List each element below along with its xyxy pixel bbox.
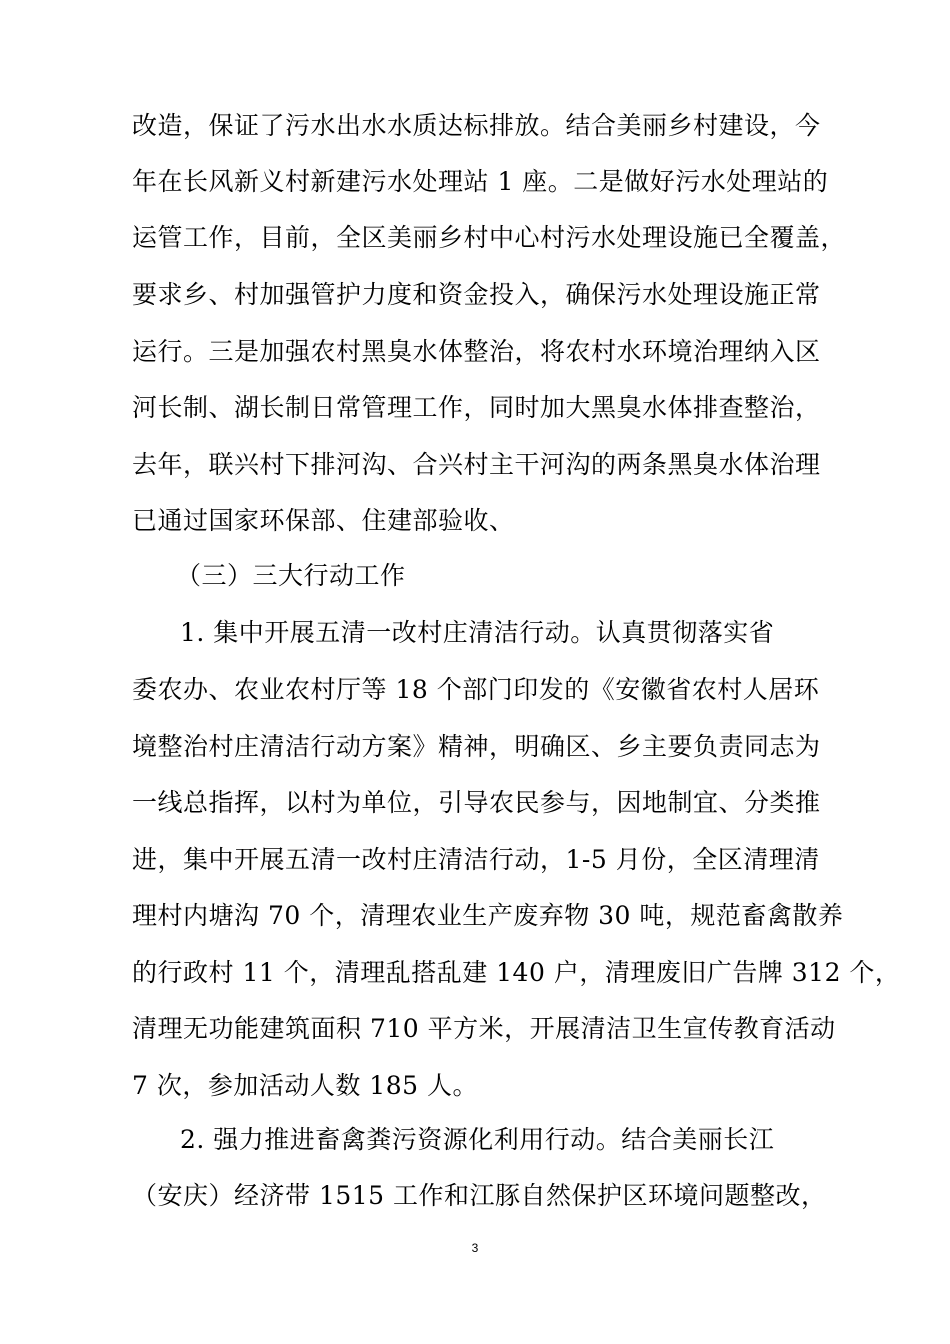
section-heading: （三）三大行动工作: [176, 561, 406, 590]
text-line-7: 去年，联兴村下排河沟、合兴村主干河沟的两条黑臭水体治理: [132, 450, 821, 479]
text-line-3: 运管工作，目前，全区美丽乡村中心村污水处理设施已全覆盖，: [132, 223, 847, 252]
item-2-heading: 2. 强力推进畜禽粪污资源化利用行动。结合美丽长江: [180, 1125, 775, 1154]
text-line-1: 改造，保证了污水出水水质达标排放。结合美丽乡村建设，今: [132, 111, 821, 140]
text-line-2: 年在长风新义村新建污水处理站 1 座。二是做好污水处理站的: [132, 167, 829, 196]
text-line-5: 运行。三是加强农村黑臭水体整治，将农村水环境治理纳入区: [132, 337, 821, 366]
text-line-6: 河长制、湖长制日常管理工作，同时加大黑臭水体排查整治，: [132, 393, 821, 422]
page-number: 3: [471, 1241, 479, 1255]
text-line-20: （安庆）经济带 1515 工作和江豚自然保护区环境问题整改，: [132, 1181, 827, 1210]
text-line-16: 的行政村 11 个，清理乱搭乱建 140 户，清理废旧广告牌 312 个，: [132, 958, 901, 987]
text-line-17: 清理无功能建筑面积 710 平方米，开展清洁卫生宣传教育活动: [132, 1014, 836, 1043]
item-1-heading: 1. 集中开展五清一改村庄清洁行动。认真贯彻落实省: [180, 618, 775, 647]
text-line-13: 一线总指挥，以村为单位，引导农民参与，因地制宜、分类推: [132, 788, 821, 817]
text-line-18: 7 次，参加活动人数 185 人。: [132, 1071, 478, 1100]
text-line-11: 委农办、农业农村厅等 18 个部门印发的《安徽省农村人居环: [132, 675, 820, 704]
text-line-8: 已通过国家环保部、住建部验收、: [132, 506, 515, 535]
text-line-15: 理村内塘沟 70 个，清理农业生产废弃物 30 吨，规范畜禽散养: [132, 901, 844, 930]
text-line-4: 要求乡、村加强管护力度和资金投入，确保污水处理设施正常: [132, 280, 821, 309]
text-line-14: 进，集中开展五清一改村庄清洁行动，1-5 月份，全区清理清: [132, 845, 820, 874]
text-line-12: 境整治村庄清洁行动方案》精神，明确区、乡主要负责同志为: [132, 732, 821, 761]
